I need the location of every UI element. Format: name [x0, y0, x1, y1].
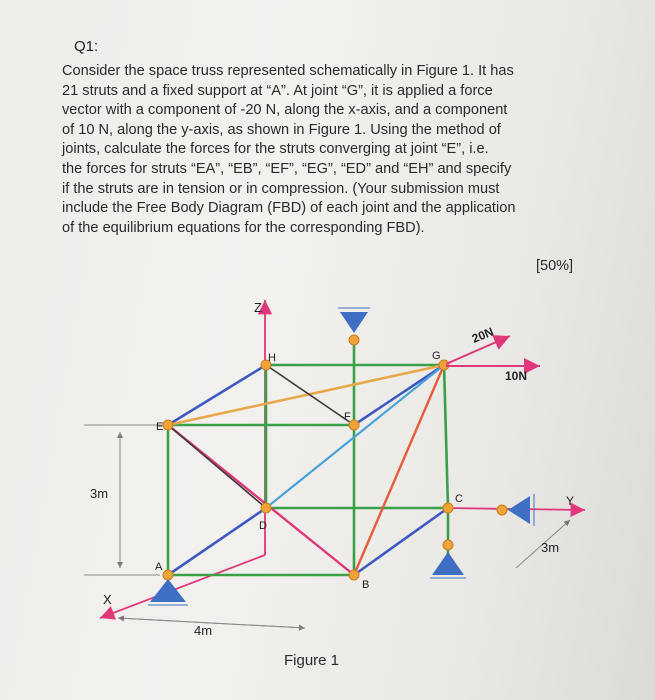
depth-dimension-label: 3m [541, 540, 560, 555]
support-a [150, 579, 186, 602]
question-line: of the equilibrium equations for the corresponding FBD). [62, 219, 425, 236]
question-line: the forces for struts “EA”, “EB”, “EF”, “EG”, “ED” and “EH” and specify [62, 160, 512, 177]
label-e: E [156, 421, 164, 433]
label-b: B [362, 579, 370, 591]
height-dimension-label: 3m [90, 486, 109, 501]
force-label-10n: 10N [505, 369, 528, 383]
question-line: Consider the space truss represented schematically in Figure 1. It has [62, 63, 514, 79]
question-weight: [50%] [536, 258, 574, 274]
joint-top [349, 335, 359, 345]
question-label: Q1: [74, 38, 99, 55]
z-axis-label: Z [254, 300, 262, 315]
strut-eg [168, 365, 444, 425]
question-line: joints, calculate the forces for the struts converging at joint “E”, i.e. [62, 141, 489, 158]
force-label-20n: 20N [469, 324, 496, 346]
support-top [340, 312, 368, 333]
joint-c [443, 503, 453, 513]
dark-struts [168, 365, 354, 508]
figure-caption: Figure 1 [284, 652, 340, 669]
joint-a [163, 570, 173, 580]
width-dimension-label: 4m [194, 623, 213, 638]
question-line: if the struts are in tension or in compression. (Your submission must [62, 180, 500, 197]
label-d: D [259, 520, 267, 532]
label-f: F [344, 411, 351, 423]
label-h: H [268, 352, 276, 364]
joint-d [261, 503, 271, 513]
joint-c-lower [443, 540, 453, 550]
strut-eb [168, 425, 354, 575]
y-axis-label: Y [566, 494, 575, 508]
label-a: A [155, 561, 163, 573]
label-g: G [432, 350, 441, 362]
question-line: vector with a component of -20 N, along the x-axis, and a component [62, 102, 508, 119]
question-line: 21 struts and a fixed support at “A”. At joint “G”, it is applied a force [62, 82, 493, 99]
label-c: C [455, 493, 463, 505]
question-line: of 10 N, along the y-axis, as shown in Figure 1. Using the method of [62, 121, 501, 138]
question-line: include the Free Body Diagram (FBD) of each joint and the application [62, 200, 516, 217]
joint-b [349, 570, 359, 580]
joint-e [163, 420, 173, 430]
support-c-side [508, 496, 530, 524]
support-c-bottom [432, 552, 464, 575]
joint-c-side [497, 505, 507, 515]
x-axis-label: X [103, 592, 112, 607]
